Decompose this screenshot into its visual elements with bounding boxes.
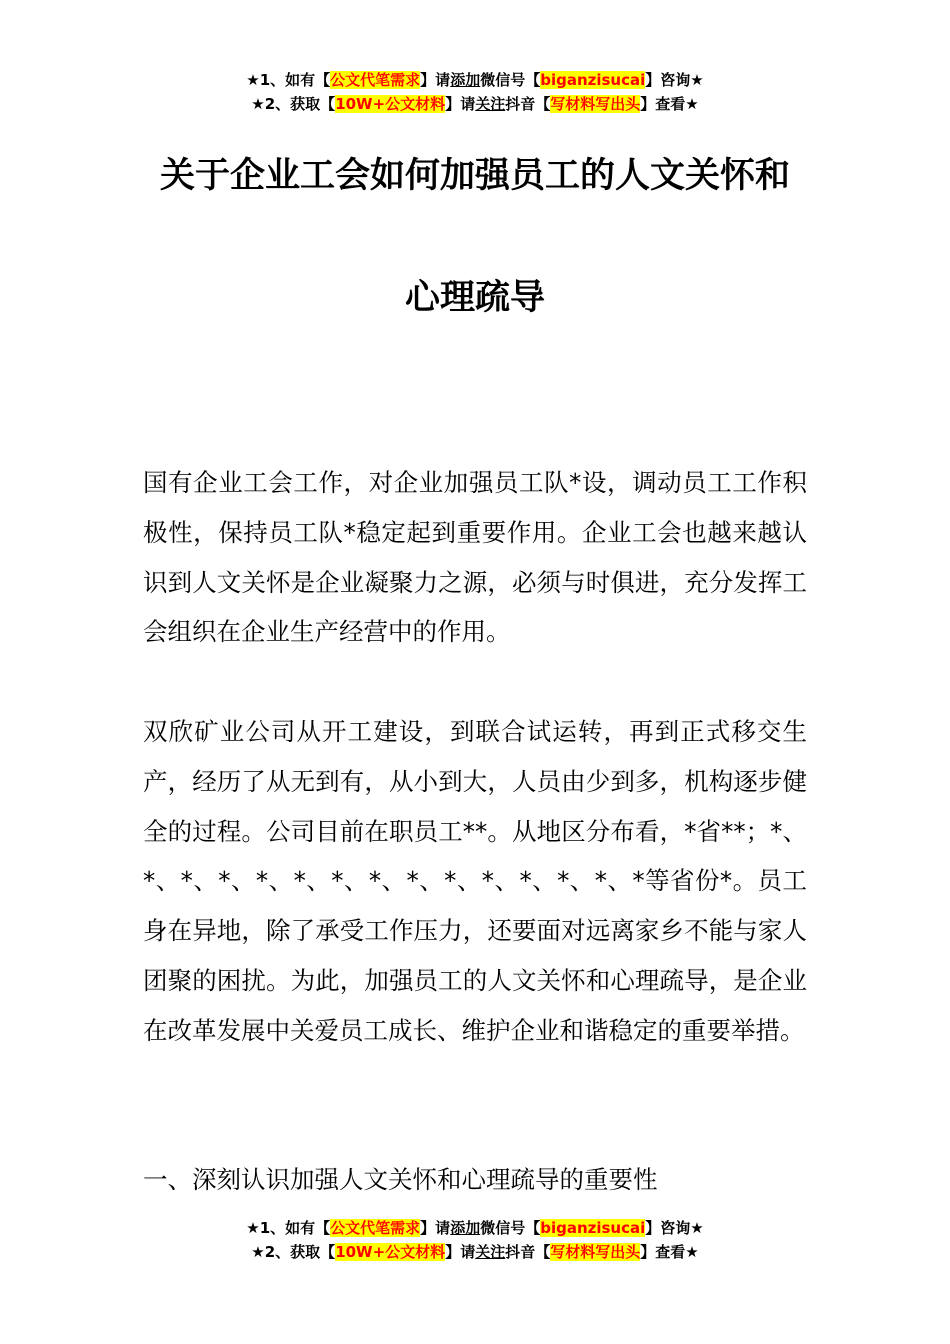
promo-text: 】请 [445,95,476,113]
promo-highlight: 公文代笔需求 [330,1219,421,1237]
promo-highlight: 公文代笔需求 [330,71,421,89]
promo-text: ★1、如有【 [246,71,331,89]
promo-highlight: 写材料写出头 [550,1243,641,1261]
document-title-line-2: 心理疏导 [404,278,545,318]
promo-line-2 [0,1240,950,1264]
promo-text: 抖音【 [505,95,551,113]
promo-text: 】咨询★ [645,1219,704,1237]
promo-line-1 [0,68,950,92]
promo-text: 抖音【 [505,1243,551,1261]
body-paragraph-2: 双欣矿业公司从开工建设，到联合试运转，再到正式移交生产，经历了从无到有，从小到大，人员由少到多，机构逐步健全的过程。公司目前在职员工**。从地区分布看，*省**；*、*、*、*、*、*、*、*、*、*、*、*、*、*、*等省份*。员工身在异地，除了承受工作压力，还要面对远离家乡不能与家人团聚的困扰。为此，加强员工的人文关怀和心理疏导，是企业在改革发展中关爱员工成长、维护企业和谐稳定的重要举措。 [143,717,807,1045]
header-promo-banner [0,68,950,116]
promo-highlight: 写材料写出头 [550,95,641,113]
section-heading-1: 一、深刻认识加强人文关怀和心理疏导的重要性 [143,1165,658,1194]
promo-underlined: 添加 [450,71,481,89]
promo-highlight: biganzisucai [540,1219,646,1237]
promo-text: 微信号【 [480,1219,541,1237]
promo-text: 】请 [420,1219,451,1237]
body-paragraph-1: 国有企业工会工作，对企业加强员工队*设，调动员工工作积极性，保持员工队*稳定起到重要作用。企业工会也越来越认识到人文关怀是企业凝聚力之源，必须与时俱进，充分发挥工会组织在企业生产经营中的作用。 [143,468,807,647]
promo-highlight: biganzisucai [540,71,646,89]
promo-highlight: 10W+公文材料 [335,1243,446,1261]
promo-text: ★2、获取【 [251,1243,336,1261]
promo-text: ★2、获取【 [251,95,336,113]
promo-highlight: 10W+公文材料 [335,95,446,113]
promo-underlined: 添加 [450,1219,481,1237]
promo-text: 】查看★ [640,1243,699,1261]
promo-underlined: 关注 [475,1243,506,1261]
promo-text: 】查看★ [640,95,699,113]
footer-promo-banner [0,1216,950,1264]
document-title-line-1: 关于企业工会如何加强员工的人文关怀和 [159,156,790,196]
promo-line-1 [0,1216,950,1240]
promo-text: 】请 [420,71,451,89]
promo-text: 微信号【 [480,71,541,89]
promo-text: 】咨询★ [645,71,704,89]
promo-line-2 [0,92,950,116]
promo-underlined: 关注 [475,95,506,113]
promo-text: ★1、如有【 [246,1219,331,1237]
promo-text: 】请 [445,1243,476,1261]
